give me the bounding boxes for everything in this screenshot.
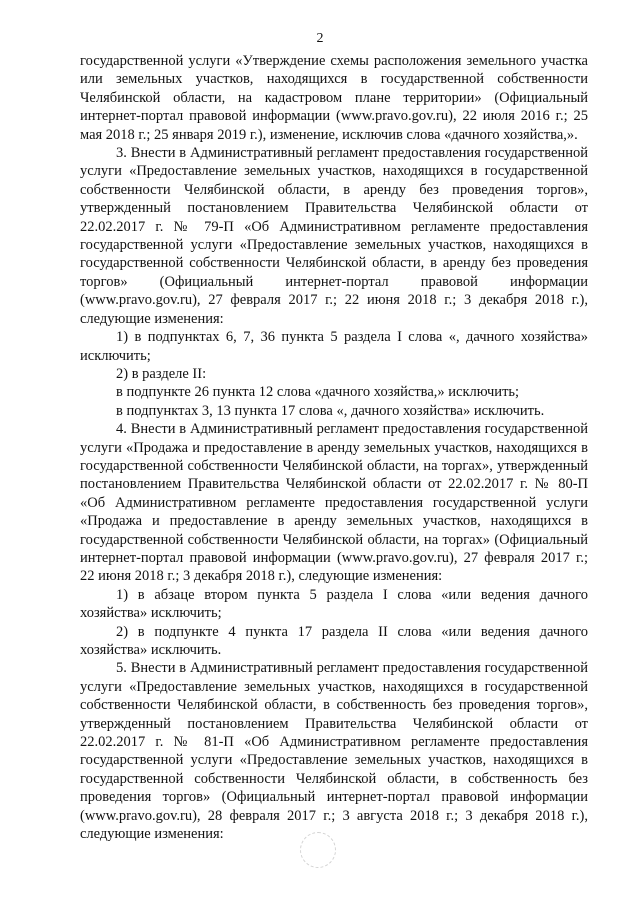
paragraph-item-4-1: 1) в абзаце втором пункта 5 раздела I слова «или ведения дачного хозяйства» исключить; bbox=[80, 586, 588, 622]
paragraph-continuation: государственной услуги «Утверждение схемы расположения земельного участка или земельных участков, находящихся в государственной собственности Челябинской области, на кадастровом плане территории» (Официальный интернет-портал правовой информации (www.pravo.gov.ru), 22 июля 2016 г.; 25 мая 2018 г.; 25 января 2019 г.), изменение, исключив слова «дачного хозяйства,». bbox=[80, 53, 588, 143]
paragraph-item-3: 3. Внести в Административный регламент предоставления государственной услуги «Предоставление земельных участков, находящихся в государственной собственности Челябинской области, в аренду без проведения торгов», утвержденный постановлением Правительства Челябинской области от 22.02.2017 г. № 79-П «Об Административном регламенте предоставления государственной услуги «Предоставление земельных участков, находящихся в государственной собственности Челябинской области, в аренду без проведения торгов» (Официальный интернет-портал правовой информации (www.pravo.gov.ru), 27 февраля 2017 г.; 22 июня 2018 г.; 3 декабря 2018 г.), следующие изменения: bbox=[80, 145, 588, 327]
paragraph-item-4-2: 2) в подпункте 4 пункта 17 раздела II слова «или ведения дачного хозяйства» исключить. bbox=[80, 623, 588, 658]
paragraph-item-5: 5. Внести в Административный регламент предоставления государственной услуги «Предоставление земельных участков, находящихся в государственной собственности Челябинской области, в собственность без проведения торгов», утвержденный постановлением Правительства Челябинской области от 22.02.2017 г. № 81-П «Об Административном регламенте предоставления государственной услуги «Предоставление земельных участков, находящихся в государственной собственности Челябинской области, в собственность без проведения торгов» (Официальный интернет-портал правовой информации (www.pravo.gov.ru), 28 февраля 2017 г.; 3 августа 2018 г.; 3 декабря 2018 г.), следующие изменения: bbox=[80, 660, 588, 843]
page-number: 2 bbox=[316, 31, 324, 46]
document-body bbox=[80, 52, 588, 843]
paragraph-item-3-2: 2) в разделе II: bbox=[116, 365, 207, 382]
paragraph-item-4: 4. Внести в Административный регламент предоставления государственной услуги «Продажа и предоставление в аренду земельных участков, находящихся в государственной собственности Челябинской области, на торгах», утвержденный постановлением Правительства Челябинской области от 22.02.2017 г. № 80-П «Об Административном регламенте предоставления государственной услуги «Продажа и предоставление в аренду земельных участков, находящихся в государственной собственности Челябинской области, на торгах» (Официальный интернет-портал правовой информации (www.pravo.gov.ru), 27 февраля 2017 г.; 22 июня 2018 г.; 3 декабря 2018 г.), следующие изменения: bbox=[80, 421, 588, 585]
paragraph-item-3-1: 1) в подпунктах 6, 7, 36 пункта 5 раздела I слова «, дачного хозяйства» исключить; bbox=[80, 329, 588, 364]
paragraph-item-3-2-a: в подпункте 26 пункта 12 слова «дачного хозяйства,» исключить; bbox=[116, 384, 520, 401]
faint-stamp-mark bbox=[300, 832, 336, 868]
paragraph-item-3-2-b: в подпунктах 3, 13 пункта 17 слова «, дачного хозяйства» исключить. bbox=[116, 402, 545, 419]
